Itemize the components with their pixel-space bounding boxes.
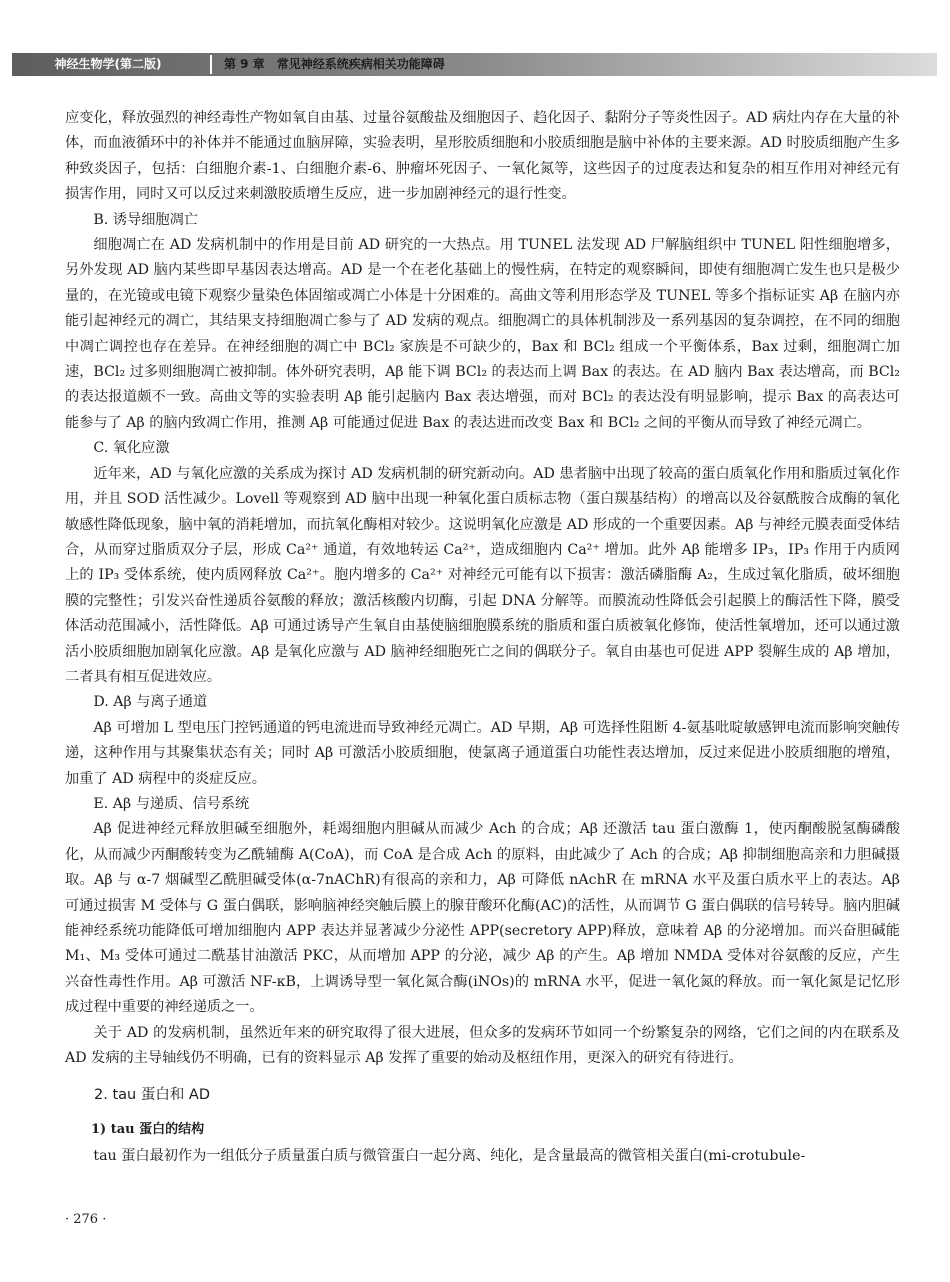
- header-divider: [210, 55, 212, 74]
- body-paragraph: 关于 AD 的发病机制，虽然近年来的研究取得了很大进展，但众多的发病环节如同一个纷繁复杂的网络，它们之间的内在联系及 AD 发病的主导轴线仍不明确，已有的资料显示 Aβ 发挥了重要的始动及枢纽作用，更深入的研究有待进行。: [65, 1024, 900, 1067]
- book-title: 神经生物学(第二版): [54, 57, 162, 71]
- running-header: [12, 53, 937, 76]
- page-body: [65, 106, 900, 1170]
- body-paragraph: 应变化，释放强烈的神经毒性产物如氧自由基、过量谷氨酸盐及细胞因子、趋化因子、黏附分子等炎性因子。AD 病灶内存在大量的补体，而血液循环中的补体并不能通过血脑屏障，实验表明，星形胶质细胞和小胶质细胞是脑中补体的主要来源。AD 时胶质细胞产生多种致炎因子，包括：白细胞介素-1、白细胞介素-6、肿瘤坏死因子、一氧化氮等，这些因子的过度表达和复杂的相互作用对神经元有损害作用，同时又可以反过来刺激胶质增生反应，进一步加剧神经元的退行性变。: [65, 110, 900, 203]
- section-heading-b: B. 诱导细胞凋亡: [93, 211, 198, 228]
- body-paragraph: Aβ 可增加 L 型电压门控钙通道的钙电流进而导致神经元凋亡。AD 早期，Aβ 可选择性阻断 4-氨基吡啶敏感钾电流而影响突触传递，这种作用与其聚集状态有关；同时 Aβ 可激活小胶质细胞，使氯离子通道蛋白功能性表达增加，反过来促进小胶质细胞的增殖，加重了 AD 病程中的炎症反应。: [65, 719, 900, 787]
- body-paragraph: Aβ 促进神经元释放胆碱至细胞外，耗竭细胞内胆碱从而减少 Ach 的合成；Aβ 还激活 tau 蛋白激酶 1，使丙酮酸脱氢酶磷酸化，从而减少丙酮酸转变为乙酰辅酶 A(CoA)，而 CoA 是合成 Ach 的原料，由此减少了 Ach 的合成；Aβ 抑制细胞高亲和力胆碱摄取。Aβ 与 α-7 烟碱型乙酰胆碱受体(α-7nAChR)有很高的亲和力，Aβ 可降低 nAchR 在 mRNA 水平及蛋白质水平上的表达。Aβ 可通过损害 M 受体与 G 蛋白偶联，影响脑神经突触后膜上的腺苷酸环化酶(AC)的活性，从而调节 G 蛋白偶联的信号转导。脑内胆碱能神经系统功能降低可增加细胞内 APP 表达并显著减少分泌性 APP(secretory APP)释放，意味着 Aβ 的分泌增加。而兴奋胆碱能 M₁、M₃ 受体可通过二酰基甘油激活 PKC，从而增加 APP 的分泌，减少 Aβ 的产生。Aβ 增加 NMDA 受体对谷氨酸的反应，产生兴奋性毒性作用。Aβ 可激活 NF-κB，上调诱导型一氧化氮合酶(iNOs)的 mRNA 水平，促进一氧化氮的释放。而一氧化氮是记忆形成过程中重要的神经递质之一。: [65, 821, 900, 1016]
- section-heading-e: E. Aβ 与递质、信号系统: [93, 795, 250, 812]
- section-heading-c: C. 氧化应激: [93, 440, 170, 457]
- page-number: · 276 ·: [65, 1212, 107, 1227]
- section-heading-tau: 2. tau 蛋白和 AD: [94, 1087, 211, 1104]
- body-paragraph: 近年来，AD 与氧化应激的关系成为探讨 AD 发病机制的研究新动向。AD 患者脑中出现了较高的蛋白质氧化作用和脂质过氧化作用，并且 SOD 活性减少。Lovell 等观察到 AD 脑中出现一种氧化蛋白质标志物（蛋白羰基结构）的增高以及谷氨酰胺合成酶的氧化敏感性降低现象，脑中氧的消耗增加，而抗氧化酶相对较少。这说明氧化应激是 AD 形成的一个重要因素。Aβ 与神经元膜表面受体结合，从而穿过脂质双分子层，形成 Ca²⁺ 通道，有效地转运 Ca²⁺，造成细胞内 Ca²⁺ 增加。此外 Aβ 能增多 IP₃，IP₃ 作用于内质网上的 IP₃ 受体系统，使内质网释放 Ca²⁺。胞内增多的 Ca²⁺ 对神经元可能有以下损害：激活磷脂酶 A₂，生成过氧化脂质，破坏细胞膜的完整性；引发兴奋性递质谷氨酸的释放；激活核酸内切酶，引起 DNA 分解等。而膜流动性降低会引起膜上的酶活性下降，膜受体活动范围减小，活性降低。Aβ 可通过诱导产生氧自由基使脑细胞膜系统的脂质和蛋白质被氧化修饰，使活性氧增加，还可以通过激活小胶质细胞加剧氧化应激。Aβ 是氧化应激与 AD 脑神经细胞死亡之间的偶联分子。氧自由基也可促进 APP 裂解生成的 Aβ 增加，二者具有相互促进效应。: [65, 465, 900, 685]
- subsection-heading-tau-structure: 1) tau 蛋白的结构: [91, 1121, 205, 1137]
- section-heading-d: D. Aβ 与离子通道: [93, 694, 208, 711]
- body-paragraph: tau 蛋白最初作为一组低分子质量蛋白质与微管蛋白一起分离、纯化，是含量最高的微管相关蛋白(mi-crotubule-: [93, 1148, 806, 1165]
- chapter-title: 第 9 章 常见神经系统疾病相关功能障碍: [224, 57, 445, 71]
- body-paragraph: 细胞凋亡在 AD 发病机制中的作用是目前 AD 研究的一大热点。用 TUNEL 法发现 AD 尸解脑组织中 TUNEL 阳性细胞增多，另外发现 AD 脑内某些即早基因表达增高。AD 是一个在老化基础上的慢性病，在特定的观察瞬间，即使有细胞凋亡发生也只是极少量的，在光镜或电镜下观察少量染色体固缩或凋亡小体是十分困难的。高曲文等利用形态学及 TUNEL 等多个指标证实 Aβ 在脑内亦能引起神经元的凋亡，其结果支持细胞凋亡参与了 AD 发病的观点。细胞凋亡的具体机制涉及一系列基因的复杂调控，在不同的细胞中凋亡调控也存在差异。在神经细胞的凋亡中 BCl₂ 家族是不可缺少的，Bax 和 BCl₂ 组成一个平衡体系，Bax 过剩，细胞凋亡加速，BCl₂ 过多则细胞凋亡被抑制。体外研究表明，Aβ 能下调 BCl₂ 的表达而上调 Bax 的表达。在 AD 脑内 Bax 表达增高，而 BCl₂ 的表达报道颇不一致。高曲文等的实验表明 Aβ 能引起脑内 Bax 表达增强，而对 BCl₂ 的表达没有明显影响，提示 Bax 的高表达可能参与了 Aβ 的脑内致凋亡作用，推测 Aβ 可能通过促进 Bax 的表达进而改变 Bax 和 BCl₂ 之间的平衡从而导致了神经元凋亡。: [65, 237, 900, 431]
